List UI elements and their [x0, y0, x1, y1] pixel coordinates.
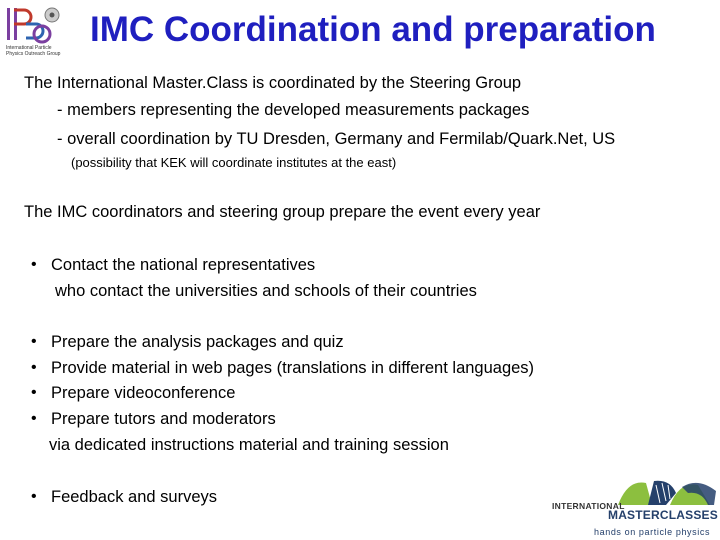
bullet-marker: • — [31, 359, 37, 376]
bullet-prepare-videoconference: Prepare videoconference — [51, 384, 236, 402]
bullet-contact-representatives: Contact the national representatives — [51, 256, 316, 274]
steering-group-members-line: - members representing the developed measurements packages — [57, 101, 530, 119]
bullet-prepare-packages: Prepare the analysis packages and quiz — [51, 333, 344, 351]
overall-coordination-line: - overall coordination by TU Dresden, Germany and Fermilab/Quark.Net, US — [57, 130, 616, 148]
steering-group-intro: The International Master.Class is coordinated by the Steering Group — [24, 74, 522, 92]
bullet-feedback-surveys: Feedback and surveys — [51, 488, 218, 506]
bullet-marker: • — [31, 333, 37, 350]
page-title: IMC Coordination and preparation — [90, 10, 656, 49]
masterclasses-international: INTERNATIONAL — [552, 501, 625, 511]
ippog-caption — [6, 45, 60, 57]
bullet-tutors-continuation: via dedicated instructions material and training session — [49, 436, 449, 454]
bullet-provide-material: Provide material in web pages (translations in different languages) — [51, 359, 535, 377]
kek-note: (possibility that KEK will coordinate institutes at the east) — [71, 155, 397, 170]
bullet-prepare-tutors: Prepare tutors and moderators — [51, 410, 276, 428]
masterclasses-name: MASTERCLASSES — [608, 508, 718, 522]
ippog-caption-line-2: Physics Outreach Group — [6, 51, 61, 57]
ippog-caption-line-1: International Particle — [6, 45, 52, 51]
bullet-marker: • — [31, 410, 37, 427]
masterclasses-tagline: hands on particle physics — [594, 527, 711, 537]
prepare-event-line: The IMC coordinators and steering group prepare the event every year — [24, 203, 541, 221]
bullet-marker: • — [31, 488, 37, 505]
bullet-marker: • — [31, 256, 37, 273]
bullet-marker: • — [31, 384, 37, 401]
bullet-contact-continuation: who contact the universities and schools of their countries — [55, 282, 477, 300]
